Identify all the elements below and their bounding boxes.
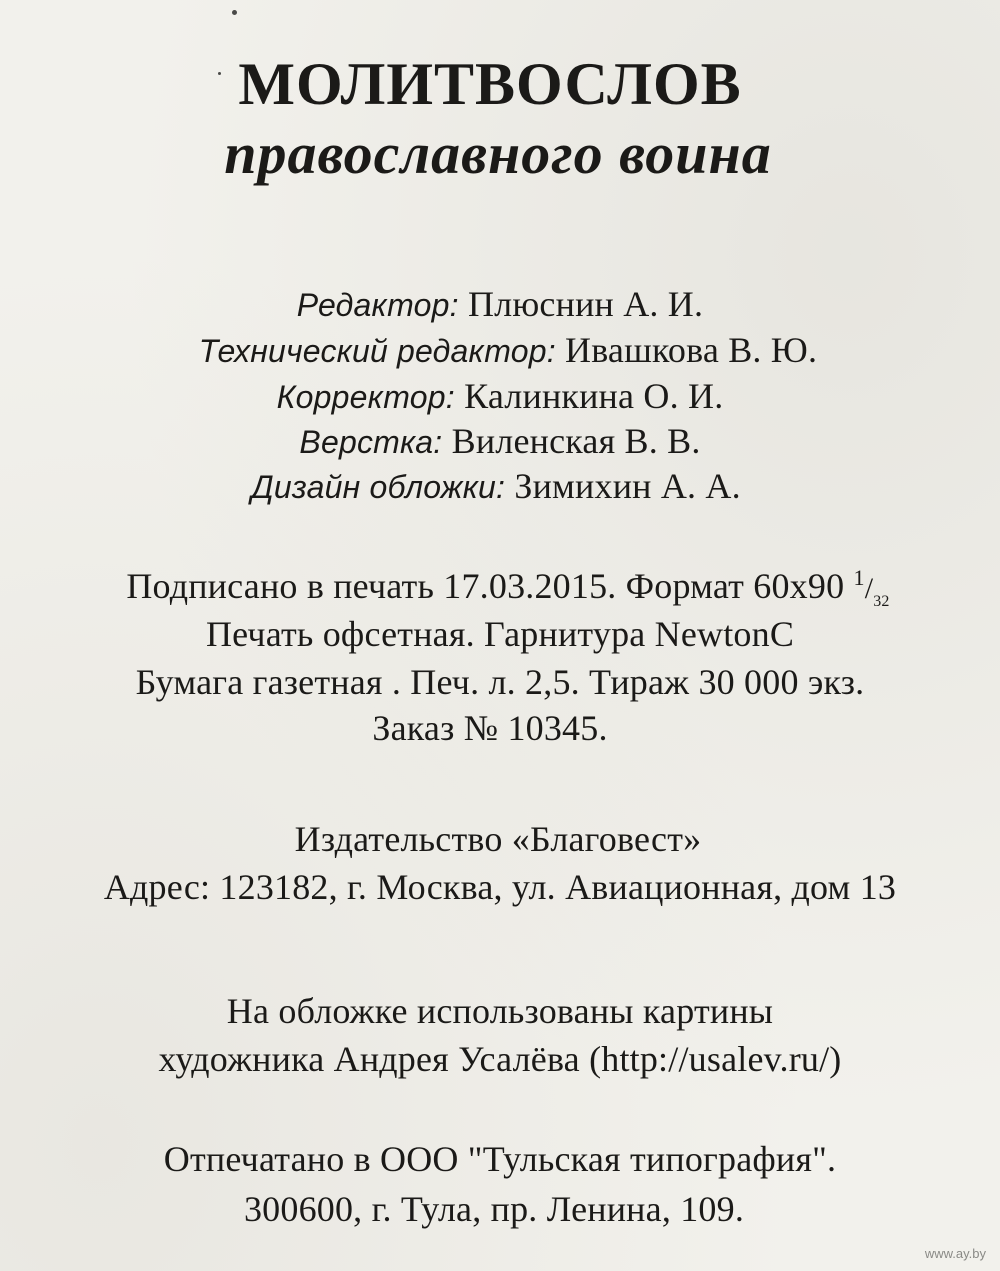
publisher-address: Адрес: 123182, г. Москва, ул. Авиационная, дом 13 — [103, 867, 897, 907]
printing-signed-line — [8, 565, 1000, 611]
credit-editor — [0, 283, 1000, 325]
credit-role: Верстка: — [299, 424, 443, 460]
credit-name: Зимихин А. А. — [514, 466, 741, 506]
printer-address: 300600, г. Тула, пр. Ленина, 109. — [243, 1189, 745, 1229]
credit-layout — [0, 420, 1000, 462]
credit-name: Плюснин А. И. — [467, 284, 704, 324]
credit-role: Технический редактор: — [198, 333, 556, 369]
cover-note-line1: На обложке использованы картины — [226, 991, 774, 1031]
printing-signed-text: Подписано в печать 17.03.2015. Формат 60x90 — [126, 566, 854, 606]
printing-paper-line: Бумага газетная . Печ. л. 2,5. Тираж 30 000 экз. — [135, 662, 865, 702]
credit-role: Редактор: — [296, 287, 459, 323]
credit-proofreader — [0, 375, 1000, 417]
credit-name: Калинкина О. И. — [464, 376, 724, 416]
credit-name: Ивашкова В. Ю. — [565, 330, 818, 370]
cover-note-line2: художника Андрея Усалёва (http://usalev.ru/) — [158, 1039, 842, 1079]
book-subtitle: православного воина — [224, 121, 772, 186]
format-fraction-slash: / — [864, 572, 874, 605]
order-number-line: Заказ № 10345. — [372, 708, 608, 748]
site-watermark: www.ay.by — [924, 1246, 986, 1261]
format-fraction-numerator: 1 — [853, 565, 865, 590]
speck-mark — [232, 10, 237, 15]
credit-role: Корректор: — [276, 379, 455, 415]
format-fraction-denominator: 32 — [873, 593, 890, 611]
publisher-name: Издательство «Благовест» — [294, 819, 702, 859]
printing-method-line: Печать офсетная. Гарнитура NewtonC — [205, 614, 795, 654]
book-title: МОЛИТВОСЛОВ — [238, 51, 742, 117]
printer-name: Отпечатано в ООО "Тульская типография". — [163, 1139, 837, 1179]
credit-technical-editor — [8, 329, 1000, 371]
credit-cover-design — [0, 465, 996, 507]
credit-role: Дизайн обложки: — [251, 469, 506, 505]
credit-name: Виленская В. В. — [451, 421, 701, 461]
